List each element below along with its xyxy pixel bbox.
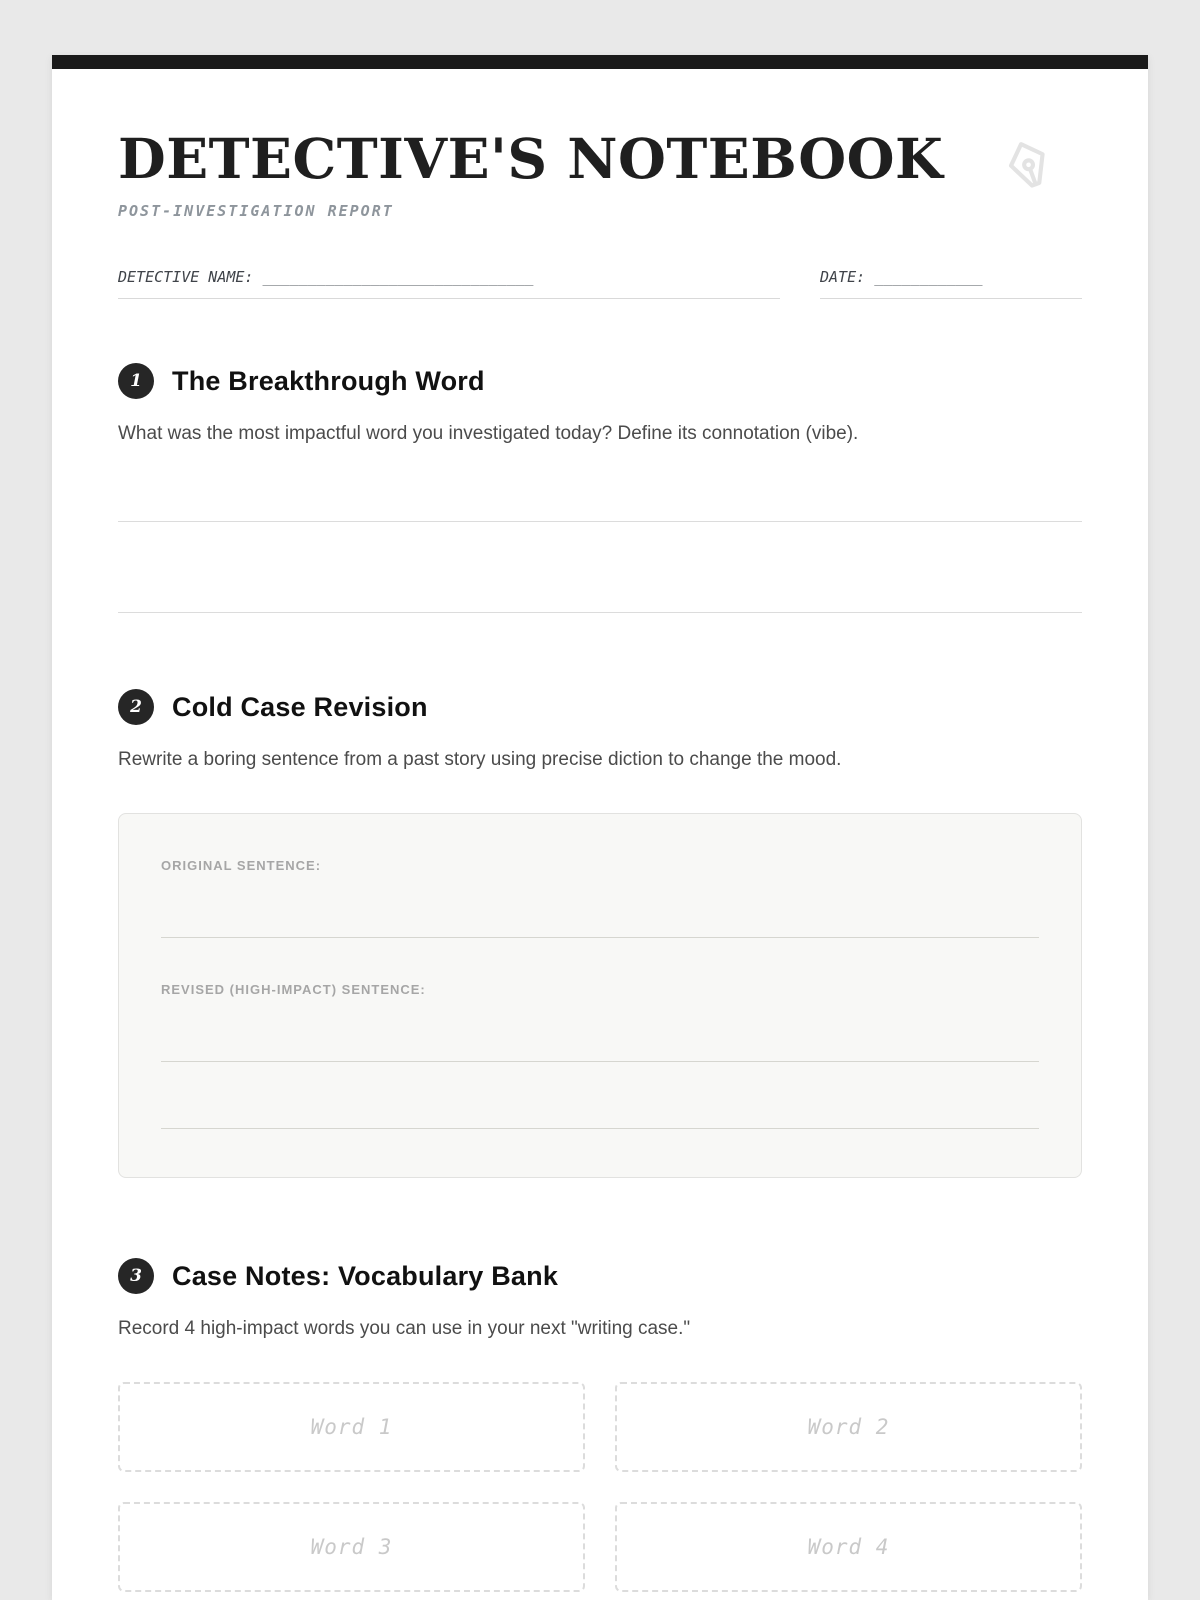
top-accent-bar [52, 55, 1148, 69]
detective-name-label: DETECTIVE NAME: [118, 268, 254, 286]
section-1-number-badge: 1 [118, 363, 154, 399]
section-1-header [118, 363, 1082, 399]
page-title: DETECTIVE'S NOTEBOOK [118, 126, 944, 191]
section-2-prompt: Rewrite a boring sentence from a past story using precise diction to change the mood. [118, 749, 842, 770]
word-box-4: Word 4 [615, 1502, 1082, 1592]
writing-line [118, 521, 1082, 522]
section-1-title: The Breakthrough Word [172, 365, 485, 396]
section-3-number-badge: 3 [118, 1258, 154, 1294]
date-blank: ____________ [874, 268, 983, 286]
section-2-number-badge: 2 [118, 689, 154, 725]
section-3-prompt: Record 4 high-impact words you can use in your next "writing case." [118, 1318, 691, 1339]
worksheet-page [52, 55, 1148, 1600]
section-1-prompt: What was the most impactful word you investigated today? Define its connotation (vibe). [118, 423, 859, 444]
writing-line [161, 1061, 1039, 1062]
vocabulary-bank-grid [118, 1382, 1082, 1592]
original-sentence-label: ORIGINAL SENTENCE: [161, 858, 322, 873]
writing-line [161, 937, 1039, 938]
revised-sentence-label: REVISED (HIGH-IMPACT) SENTENCE: [161, 982, 426, 997]
date-label: DATE: [820, 268, 866, 286]
date-field [820, 268, 1082, 299]
section-3-title: Case Notes: Vocabulary Bank [172, 1260, 559, 1291]
word-box-1: Word 1 [118, 1382, 585, 1472]
detective-name-field [118, 268, 780, 299]
section-2-header [118, 689, 1082, 725]
writing-line [161, 1128, 1039, 1129]
word-box-3: Word 3 [118, 1502, 585, 1592]
section-2-title: Cold Case Revision [172, 691, 428, 722]
page-subtitle: POST-INVESTIGATION REPORT [118, 202, 394, 220]
section-3-header [118, 1258, 1082, 1294]
pen-nib-icon [998, 135, 1060, 197]
detective-name-blank: ______________________________ [262, 268, 534, 286]
word-box-2: Word 2 [615, 1382, 1082, 1472]
meta-row [118, 268, 1082, 299]
cold-case-box [118, 813, 1082, 1178]
writing-line [118, 612, 1082, 613]
